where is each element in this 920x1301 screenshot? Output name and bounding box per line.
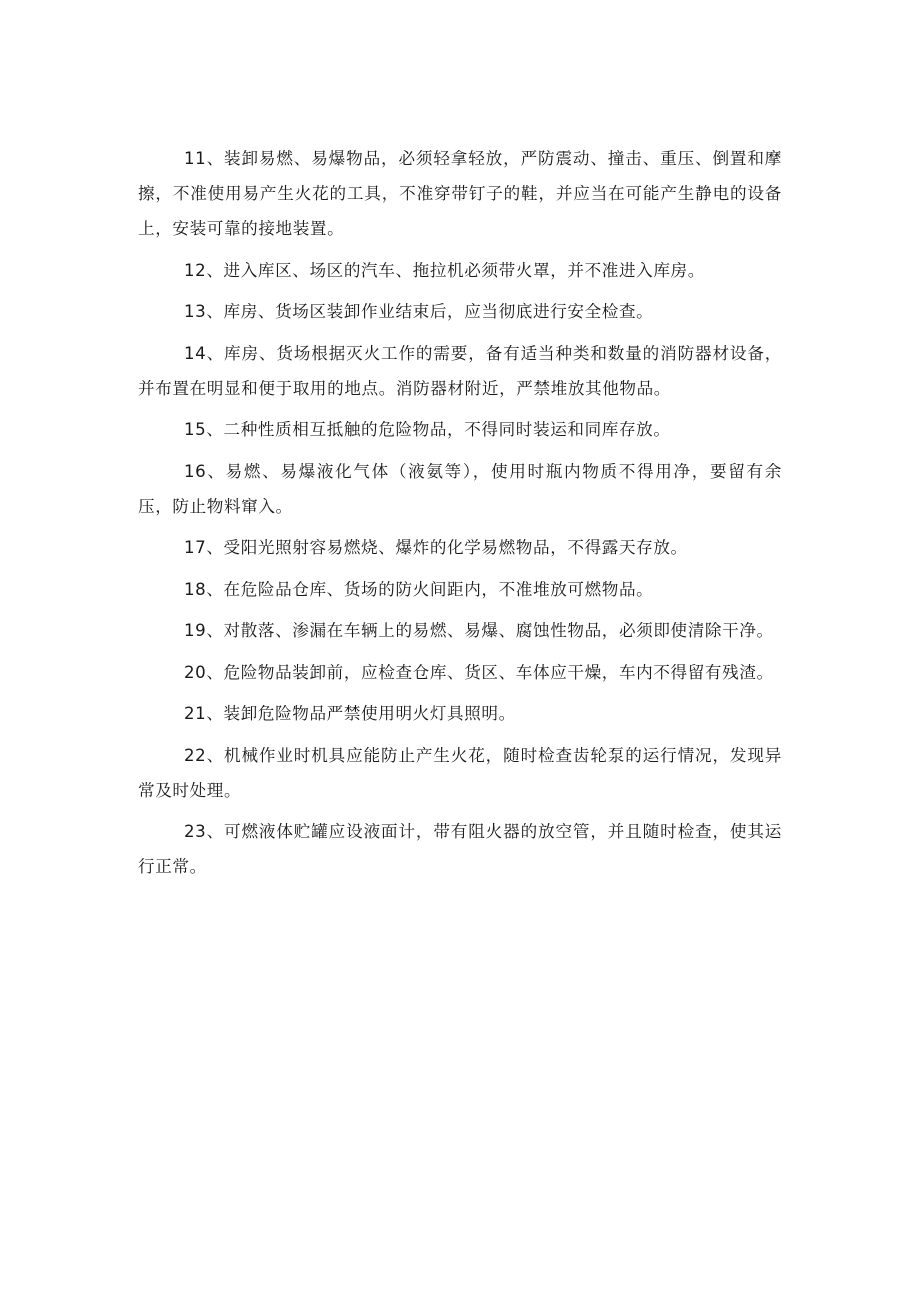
rule-20-paragraph: 20、危险物品装卸前，应检查仓库、货区、车体应干燥，车内不得留有残渣。 [184, 662, 774, 682]
rule-18-paragraph: 18、在危险品仓库、货场的防火间距内，不准堆放可燃物品。 [184, 579, 654, 599]
document-body [138, 141, 782, 891]
rule-13-paragraph: 13、库房、货场区装卸作业结束后，应当彻底进行安全检查。 [184, 302, 654, 321]
rule-12-paragraph: 12、进入库区、场区的汽车、拖拉机必须带火罩，并不准进入库房。 [184, 260, 705, 280]
rule-15-paragraph: 15、二种性质相互抵触的危险物品，不得同时装运和同库存放。 [184, 420, 671, 439]
rule-21-paragraph: 21、装卸危险物品严禁使用明火灯具照明。 [184, 704, 516, 723]
rule-23-paragraph: 23、可燃液体贮罐应设液面计，带有阻火器的放空管，并且随时检查，使其运行正常。 [138, 822, 782, 876]
rule-16-paragraph: 16、易燃、易爆液化气体（液氨等），使用时瓶内物质不得用净，要留有余压，防止物料窜入。 [138, 461, 782, 516]
rule-14-paragraph: 14、库房、货场根据灭火工作的需要，备有适当种类和数量的消防器材设备，并布置在明显和便于取用的地点。消防器材附近，严禁堆放其他物品。 [138, 343, 782, 398]
rule-22-paragraph: 22、机械作业时机具应能防止产生火花，随时检查齿轮泵的运行情况，发现异常及时处理。 [138, 745, 782, 800]
rule-11-paragraph: 11、装卸易燃、易爆物品，必须轻拿轻放，严防震动、撞击、重压、倒置和摩擦，不准使用易产生火花的工具，不准穿带钉子的鞋，并应当在可能产生静电的设备上，安装可靠的接地装置。 [138, 149, 782, 238]
rule-17-paragraph: 17、受阳光照射容易燃烧、爆炸的化学易燃物品，不得露天存放。 [184, 538, 688, 557]
rule-19-paragraph: 19、对散落、渗漏在车辆上的易燃、易爆、腐蚀性物品，必须即使清除干净。 [184, 621, 774, 640]
